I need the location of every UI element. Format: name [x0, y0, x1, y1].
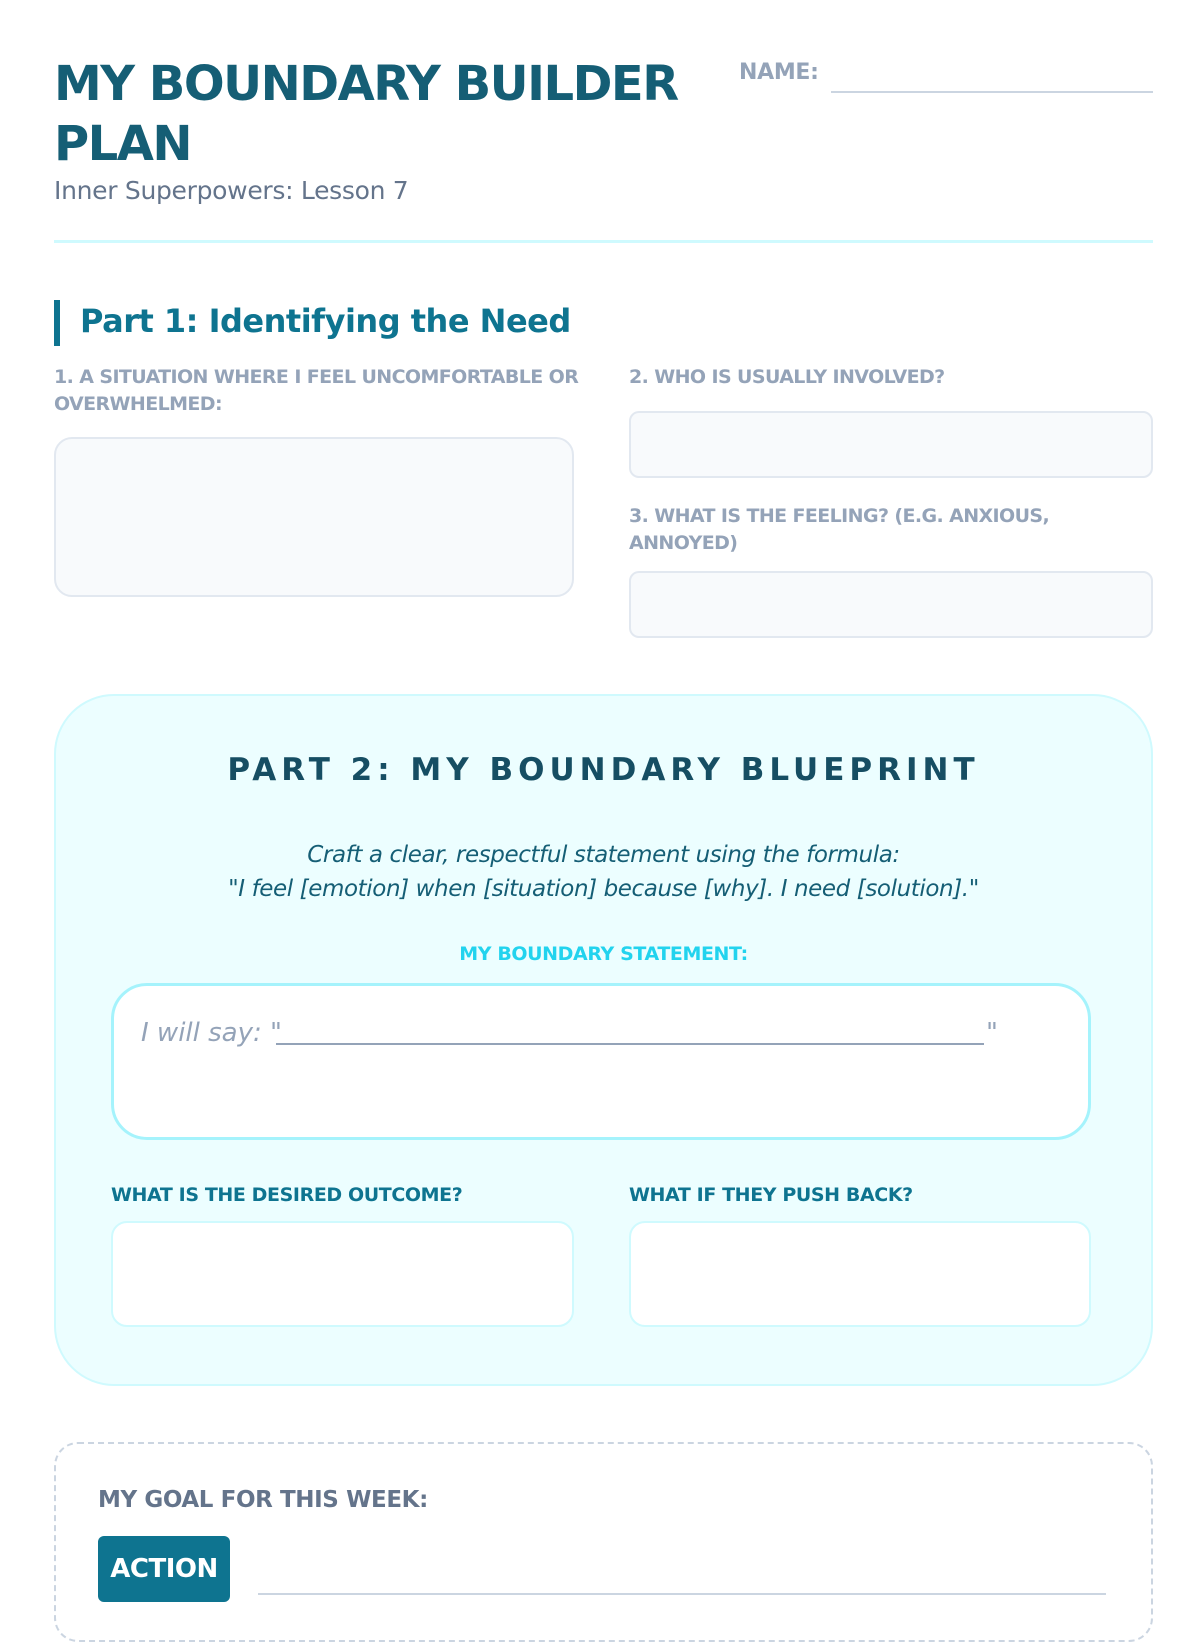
formula-template: "I feel [emotion] when [situation] because [why]. I need [solution]."	[228, 876, 979, 902]
part1-heading: Part 1: Identifying the Need	[80, 302, 571, 340]
feeling-field[interactable]	[629, 571, 1153, 638]
outcome-label: WHAT IS THE DESIRED OUTCOME?	[111, 1184, 463, 1206]
page-title: MY BOUNDARY BUILDER PLAN	[54, 56, 678, 172]
statement-label: MY BOUNDARY STATEMENT:	[459, 943, 748, 965]
boundary-statement-field[interactable]	[111, 983, 1091, 1140]
who-involved-field[interactable]	[629, 411, 1153, 478]
formula-intro: Craft a clear, respectful statement using the formula:	[307, 842, 900, 868]
page-subtitle: Inner Superpowers: Lesson 7	[54, 176, 409, 205]
weekly-goal-label: MY GOAL FOR THIS WEEK:	[98, 1487, 428, 1513]
section-accent-bar	[54, 300, 60, 346]
name-label: NAME:	[739, 60, 819, 85]
desired-outcome-field[interactable]	[111, 1221, 574, 1327]
pushback-field[interactable]	[629, 1221, 1091, 1327]
question-2-label: 2. WHO IS USUALLY INVOLVED?	[629, 366, 945, 388]
statement-suffix: "	[986, 1018, 998, 1048]
part2-heading: PART 2: MY BOUNDARY BLUEPRINT	[227, 752, 980, 788]
statement-prefix: I will say: "	[141, 1018, 282, 1048]
question-1-label: 1. A SITUATION WHERE I FEEL UNCOMFORTABLE OR OVERWHELMED:	[54, 366, 579, 415]
situation-answer-field[interactable]	[54, 437, 574, 597]
question-3-label: 3. WHAT IS THE FEELING? (E.G. ANXIOUS, ANNOYED)	[629, 505, 1050, 554]
formula-description	[54, 838, 1153, 906]
action-answer-line[interactable]	[258, 1593, 1106, 1595]
statement-blank-line	[276, 1043, 984, 1045]
action-badge: ACTION	[98, 1536, 230, 1602]
pushback-label: WHAT IF THEY PUSH BACK?	[629, 1184, 913, 1206]
header-divider	[54, 240, 1153, 243]
name-field[interactable]	[831, 91, 1153, 93]
